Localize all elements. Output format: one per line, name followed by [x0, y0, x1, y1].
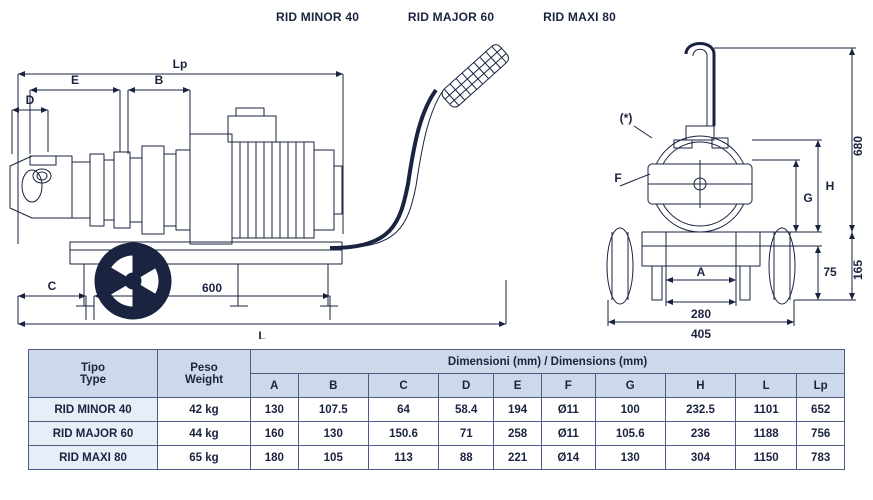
dim-label-680: 680: [851, 135, 865, 157]
table-row: [29, 446, 845, 470]
side-view-drawing: [0, 34, 600, 339]
cell-h: 232.5: [665, 398, 735, 422]
cell-c: 150.6: [368, 422, 438, 446]
header-col-l: L: [736, 374, 797, 398]
table-body: [29, 398, 845, 470]
table-header-row-1: [29, 350, 845, 374]
dim-label-280: 280: [690, 307, 712, 321]
cell-e: 258: [494, 422, 542, 446]
dim-label-f: F: [614, 171, 622, 185]
header-peso: [158, 350, 251, 398]
cell-a: 130: [251, 398, 299, 422]
dim-label-b: B: [154, 73, 164, 87]
dim-label-e: E: [70, 73, 80, 87]
row-weight: 42 kg: [158, 398, 251, 422]
cell-c: 64: [368, 398, 438, 422]
dimensions-table: [28, 349, 845, 470]
dim-label-l: L: [258, 329, 266, 339]
cell-h: 236: [665, 422, 735, 446]
dim-label-c: C: [47, 279, 57, 293]
cell-d: 88: [439, 446, 494, 470]
model-titles: [276, 10, 616, 24]
header-col-e: E: [494, 374, 542, 398]
row-name: RID MINOR 40: [29, 398, 158, 422]
cell-f: Ø11: [541, 398, 595, 422]
dim-label-405: 405: [690, 327, 712, 339]
cell-b: 105: [298, 446, 368, 470]
dim-label-a: A: [696, 265, 706, 279]
cell-e: 221: [494, 446, 542, 470]
cell-e: 194: [494, 398, 542, 422]
note-asterisk: (*): [619, 111, 633, 125]
cell-a: 180: [251, 446, 299, 470]
dim-label-g: G: [803, 191, 813, 205]
header-tipo-it: Tipo: [80, 361, 106, 374]
cell-l: 1150: [736, 446, 797, 470]
header-col-h: H: [665, 374, 735, 398]
header-col-g: G: [595, 374, 665, 398]
cell-g: 105.6: [595, 422, 665, 446]
cell-c: 113: [368, 446, 438, 470]
cell-g: 100: [595, 398, 665, 422]
cell-f: Ø11: [541, 422, 595, 446]
dim-label-d: D: [25, 93, 35, 107]
cell-d: 71: [439, 422, 494, 446]
cell-l: 1101: [736, 398, 797, 422]
header-tipo-en: Type: [80, 373, 106, 386]
row-weight: 44 kg: [158, 422, 251, 446]
row-weight: 65 kg: [158, 446, 251, 470]
table-row: [29, 422, 845, 446]
header-tipo: [29, 350, 158, 398]
dim-label-75: 75: [823, 265, 837, 279]
cell-l: 1188: [736, 422, 797, 446]
header-col-d: D: [439, 374, 494, 398]
header-col-a: A: [251, 374, 299, 398]
header-col-b: B: [298, 374, 368, 398]
cell-b: 130: [298, 422, 368, 446]
header-dimensioni: Dimensioni (mm) / Dimensions (mm): [251, 350, 845, 374]
model-title-minor: RID MINOR 40: [276, 10, 360, 24]
model-title-major: RID MAJOR 60: [407, 10, 495, 24]
dim-label-lp: Lp: [172, 57, 188, 71]
table-head: [29, 350, 845, 398]
dim-label-h: H: [825, 179, 835, 193]
cell-d: 58.4: [439, 398, 494, 422]
model-title-maxi: RID MAXI 80: [543, 10, 616, 24]
header-peso-it: Peso: [190, 361, 218, 374]
cell-g: 130: [595, 446, 665, 470]
cell-lp: 783: [797, 446, 845, 470]
front-view-drawing: [590, 34, 873, 339]
header-col-f: F: [541, 374, 595, 398]
row-name: RID MAXI 80: [29, 446, 158, 470]
row-name: RID MAJOR 60: [29, 422, 158, 446]
cell-f: Ø14: [541, 446, 595, 470]
cell-lp: 756: [797, 422, 845, 446]
header-col-c: C: [368, 374, 438, 398]
dim-label-600: 600: [201, 281, 223, 295]
header-col-lp: Lp: [797, 374, 845, 398]
cell-lp: 652: [797, 398, 845, 422]
header-peso-en: Weight: [184, 373, 224, 386]
table-row: [29, 398, 845, 422]
cell-h: 304: [665, 446, 735, 470]
cell-a: 160: [251, 422, 299, 446]
dim-label-165: 165: [851, 259, 865, 281]
cell-b: 107.5: [298, 398, 368, 422]
